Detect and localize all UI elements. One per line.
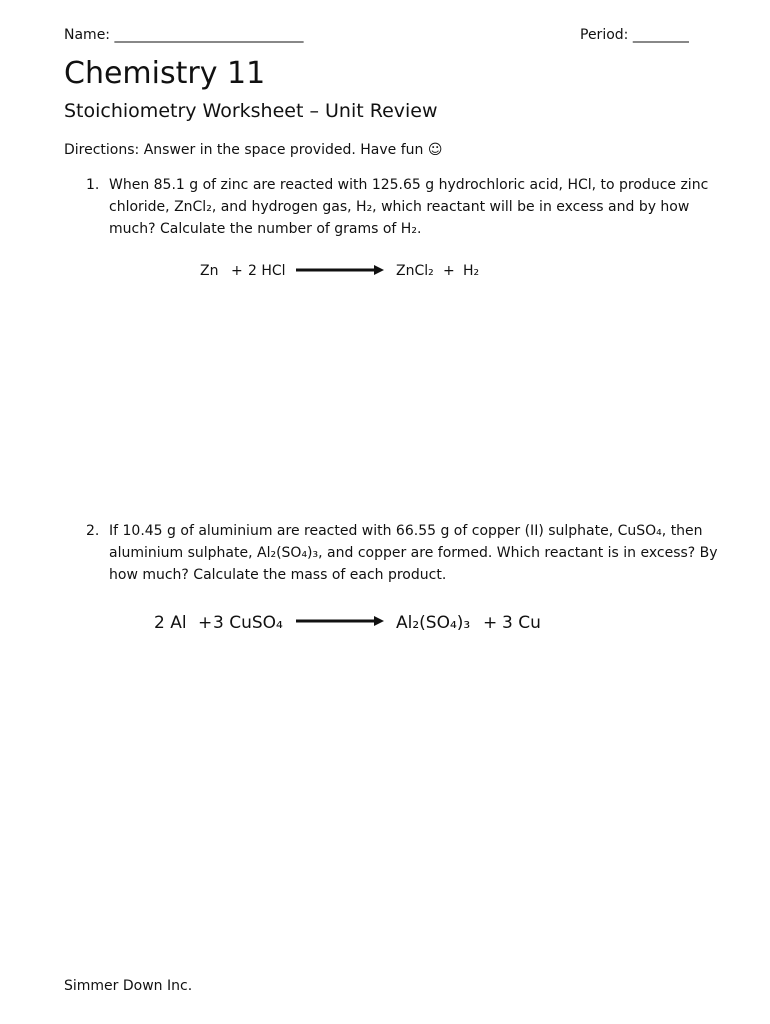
question-1-text: When 85.1 g of zinc are reacted with 125.65 g hydrochloric acid, HCl, to produce zinc chloride, ZnCl₂, and hydrogen gas, H₂, which reactant will be in excess and by how much? Calculate the number of grams of H₂.: [109, 177, 709, 237]
equation-2-plus-2: +: [483, 613, 498, 633]
question-1: [86, 174, 726, 240]
equation-2-reactant-1: 2 Al: [154, 613, 187, 633]
equation-2-plus-1: +: [198, 613, 213, 633]
question-2: [86, 520, 726, 586]
page-footer: Simmer Down Inc.: [64, 978, 193, 994]
equation-2-product-1: Al₂(SO₄)₃: [396, 613, 471, 633]
equation-1-reactant-2: 2 HCl: [248, 263, 286, 279]
period-field-label: Period: ________: [580, 27, 689, 43]
equation-1-product-1: ZnCl₂: [396, 263, 434, 279]
equation-1-reactant-1: Zn: [200, 263, 219, 279]
equation-1-plus-2: +: [443, 263, 455, 279]
equation-1-plus-1: +: [231, 263, 243, 279]
equation-1-product-2: H₂: [463, 263, 480, 279]
reaction-arrow-icon: [294, 614, 386, 628]
page-subtitle: Stoichiometry Worksheet – Unit Review: [64, 100, 438, 122]
name-field-label: Name: ___________________________: [64, 27, 304, 43]
equation-2-product-2: 3 Cu: [502, 613, 541, 633]
question-2-text: If 10.45 g of aluminium are reacted with 66.55 g of copper (II) sulphate, CuSO₄, then aluminium sulphate, Al₂(SO₄)₃, and copper are formed. Which reactant is in excess? By how much? Calculate the mass of each product.: [109, 523, 718, 583]
reaction-arrow-icon: [294, 263, 386, 277]
question-1-number: 1.: [86, 177, 100, 193]
question-2-number: 2.: [86, 523, 100, 539]
directions-text: Directions: Answer in the space provided. Have fun ☺: [64, 142, 443, 158]
equation-2-reactant-2: 3 CuSO₄: [213, 613, 283, 633]
page-title: Chemistry 11: [64, 56, 266, 91]
